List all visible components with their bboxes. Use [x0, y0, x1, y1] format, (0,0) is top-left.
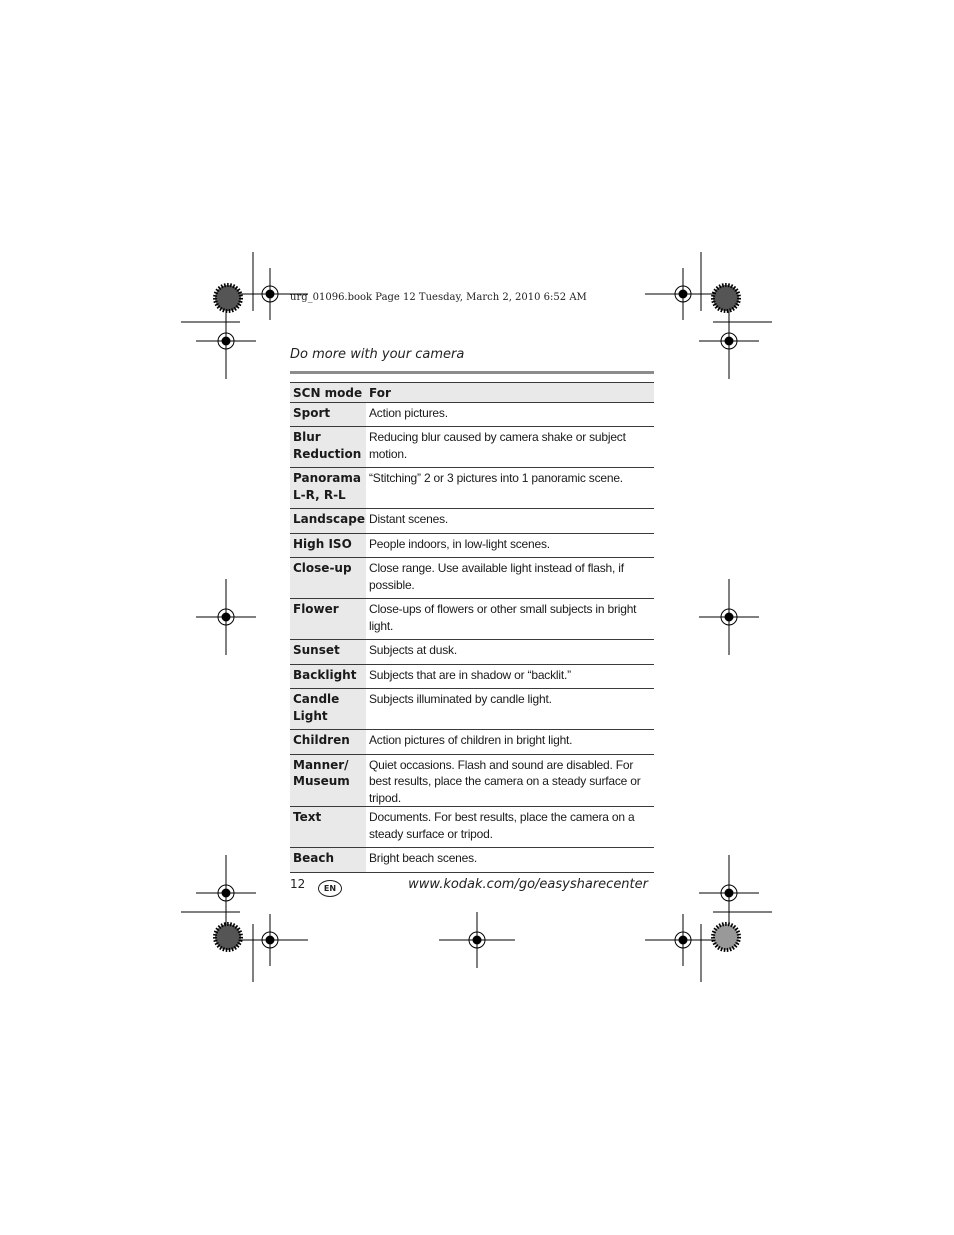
table-row	[290, 509, 654, 534]
scn-mode-name: Flower	[290, 599, 366, 640]
column-header-mode: SCN mode	[290, 383, 366, 403]
scn-mode-name: Close-up	[290, 558, 366, 599]
scn-mode-name: Sport	[290, 402, 366, 427]
scn-mode-name: Text	[290, 807, 366, 848]
scn-mode-name: Candle Light	[290, 689, 366, 730]
scn-mode-description: Distant scenes.	[366, 509, 654, 534]
table-row	[290, 754, 654, 807]
scn-mode-description: Close range. Use available light instead of flash, if possible.	[366, 558, 654, 599]
table-row	[290, 427, 654, 468]
table-row	[290, 533, 654, 558]
scn-mode-name: Manner/ Museum	[290, 754, 366, 807]
scn-mode-name: High ISO	[290, 533, 366, 558]
table-row	[290, 468, 654, 509]
language-badge: EN	[318, 880, 342, 897]
scn-mode-name: Beach	[290, 848, 366, 873]
page-number: 12	[290, 877, 306, 891]
scn-mode-description: Subjects that are in shadow or “backlit.”	[366, 664, 654, 689]
scn-mode-description: Action pictures.	[366, 402, 654, 427]
scn-mode-name: Backlight	[290, 664, 366, 689]
scn-mode-name: Sunset	[290, 640, 366, 665]
scn-mode-description: Quiet occasions. Flash and sound are disabled. For best results, place the camera on a steady surface or tripod.	[366, 754, 654, 807]
running-head: Do more with your camera	[290, 347, 465, 362]
scn-mode-description: “Stitching” 2 or 3 pictures into 1 panoramic scene.	[366, 468, 654, 509]
table-row	[290, 599, 654, 640]
scn-mode-description: Subjects illuminated by candle light.	[366, 689, 654, 730]
scn-mode-description: Subjects at dusk.	[366, 640, 654, 665]
table-header-row	[290, 383, 654, 403]
scn-mode-name: Landscape	[290, 509, 366, 534]
scn-mode-description: People indoors, in low-light scenes.	[366, 533, 654, 558]
column-header-for: For	[366, 383, 654, 403]
print-slug: urg_01096.book Page 12 Tuesday, March 2, 2010 6:52 AM	[290, 292, 587, 303]
scn-mode-description: Bright beach scenes.	[366, 848, 654, 873]
table-row	[290, 730, 654, 755]
table-row	[290, 664, 654, 689]
scn-mode-description: Reducing blur caused by camera shake or subject motion.	[366, 427, 654, 468]
table-row	[290, 558, 654, 599]
scn-mode-name: Children	[290, 730, 366, 755]
header-rule	[290, 371, 654, 374]
table-row	[290, 807, 654, 848]
table-row	[290, 402, 654, 427]
footer-url-link[interactable]: www.kodak.com/go/easysharecenter	[408, 877, 648, 892]
scn-mode-name: Blur Reduction	[290, 427, 366, 468]
scn-mode-description: Documents. For best results, place the camera on a steady surface or tripod.	[366, 807, 654, 848]
scn-mode-description: Close-ups of flowers or other small subjects in bright light.	[366, 599, 654, 640]
table-row	[290, 689, 654, 730]
scn-mode-name: Panorama L-R, R-L	[290, 468, 366, 509]
table-row	[290, 848, 654, 873]
scn-mode-description: Action pictures of children in bright light.	[366, 730, 654, 755]
table-row	[290, 640, 654, 665]
scn-mode-table	[290, 382, 654, 873]
